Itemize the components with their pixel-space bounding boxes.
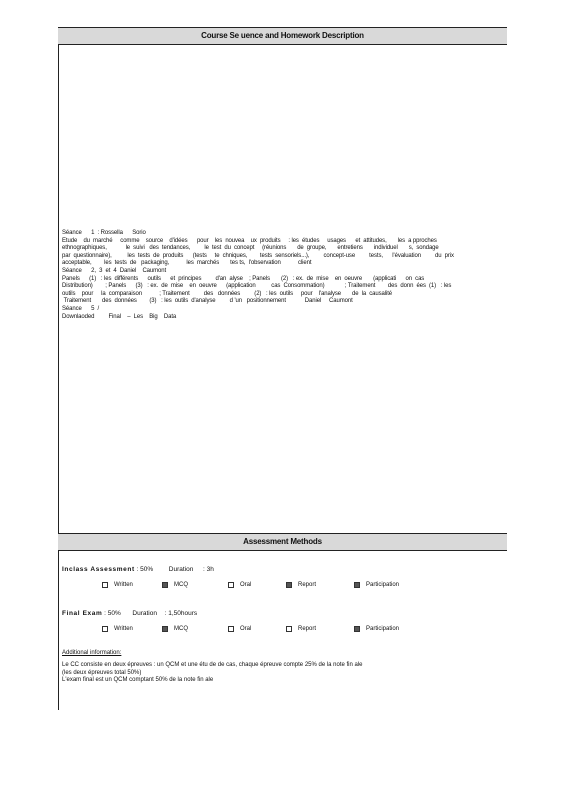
inclass-option-participation[interactable] (354, 582, 399, 596)
checkbox-checked-icon[interactable] (354, 582, 360, 588)
inclass-assessment-label: Inclass Assessment (62, 566, 135, 573)
sequence-line: acceptable, les tests de packaging, les marchés tes ts, l'observation client (62, 260, 312, 267)
sequence-line: Séance 1 : Rossella Sorio (62, 230, 146, 236)
checkbox-checked-icon[interactable] (354, 626, 360, 632)
final-exam-duration-value: : 1,50hours (164, 610, 198, 617)
checkbox-checked-icon[interactable] (162, 626, 168, 632)
final-exam-row (62, 610, 502, 620)
sequence-line: Downlaoded Final – Les Big Data (62, 313, 177, 320)
additional-line: Le CC consiste en deux épreuves : un QCM et une étu de de cas, chaque épreuve compte 25% de la note fin ale (62, 662, 363, 668)
sequence-line: ethnographiques, le suivi des tendances, le test du concept (réunions de groupe, entretiens individuel s, sondage (62, 245, 439, 252)
sequence-line: Séance 5 / (62, 305, 100, 312)
final-option-written[interactable] (102, 626, 162, 640)
final-exam-options (102, 626, 502, 640)
sequence-line: Traitement des données (3) : les outils d'analyse d 'un positionnement Daniel Caumont (62, 298, 353, 305)
final-exam-duration-label: Duration (132, 610, 157, 617)
checkbox-checked-icon[interactable] (286, 582, 292, 588)
option-label: Oral (240, 582, 252, 588)
sequence-line: Etude du marché comme source d'idées pour les nouvea ux produits : les études usages et attitudes, les a pproches (62, 237, 437, 244)
checkbox-icon[interactable] (228, 626, 234, 632)
inclass-option-written[interactable] (102, 582, 162, 596)
additional-line: (les deux épreuves total 50%) (62, 669, 142, 676)
checkbox-icon[interactable] (228, 582, 234, 588)
inclass-options (102, 582, 502, 596)
additional-information (62, 650, 502, 685)
inclass-option-report[interactable] (286, 582, 354, 596)
inclass-assessment-row (62, 566, 502, 576)
final-option-mcq[interactable] (162, 626, 228, 640)
course-sequence-text (62, 230, 502, 321)
sequence-line: outils pour la comparaison ; Traitement des données (2) : les outils pour l'analyse de la causalité (62, 290, 393, 297)
final-exam-label: Final Exam (62, 610, 103, 617)
sequence-line: Séance 2, 3 et 4 Daniel Caumont (62, 267, 167, 274)
option-label: MCQ (174, 582, 188, 588)
inclass-option-oral[interactable] (228, 582, 286, 596)
assessment-section (62, 566, 502, 685)
inclass-duration-value: : 3h (202, 566, 214, 573)
sequence-line: Distribution) ; Panels (3) : ex. de mise en oeuvre (application cas Consommation) ; Traitement des donn ées (1) : les (62, 283, 452, 290)
final-option-participation[interactable] (354, 626, 399, 640)
option-label: Oral (240, 626, 252, 632)
additional-information-label: Additional information: (62, 650, 122, 656)
option-label: Participation (366, 626, 400, 632)
option-label: Report (298, 582, 317, 588)
final-option-report[interactable] (286, 626, 354, 640)
option-label: Written (114, 582, 133, 588)
additional-line: L'exam final est un QCM comptant 50% de la note fin ale (62, 677, 214, 684)
sequence-line: par questionnaire), les tests de produits (tests te chniques, tests sensoriels...), concept-use tests, l'évaluation du prix (62, 252, 454, 259)
inclass-weight: : 50% (134, 566, 154, 573)
course-sequence-header: Course Se uence and Homework Description (58, 27, 507, 45)
checkbox-icon[interactable] (102, 626, 108, 632)
option-label: Participation (366, 582, 400, 588)
sequence-line: Panels (1) : les différents outils et principes d'an alyse ; Panels (2) : ex. de mise en oeuvre (applicati on cas (62, 275, 425, 282)
final-exam-weight: : 50% (102, 610, 121, 617)
option-label: MCQ (174, 626, 188, 632)
final-option-oral[interactable] (228, 626, 286, 640)
option-label: Report (298, 626, 317, 632)
inclass-duration-label: Duration (168, 566, 194, 573)
checkbox-icon[interactable] (286, 626, 292, 632)
checkbox-checked-icon[interactable] (162, 582, 168, 588)
inclass-option-mcq[interactable] (162, 582, 228, 596)
option-label: Written (114, 626, 133, 632)
checkbox-icon[interactable] (102, 582, 108, 588)
assessment-methods-header: Assessment Methods (58, 533, 507, 551)
